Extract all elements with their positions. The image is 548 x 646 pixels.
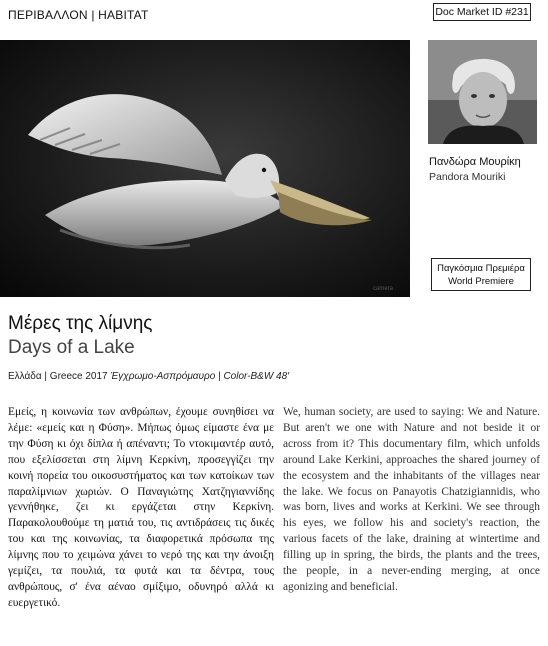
doc-market-id-badge: Doc Market ID #231 xyxy=(433,3,531,21)
pelican-photo xyxy=(0,40,410,297)
synopsis-greek: Εμείς, η κοινωνία των ανθρώπων, έχουμε συνηθίσει να λέμε: «εμείς και η Φύση». Μήπως όμως είμαστε ένα με την Φύση κι όχι δίπλα ή απέναντι; Το ντοκιμαντέρ αυτό, που εξελίσσεται στη λίμνη Κερκίνη, προσεγγίζει την κοινή πορεία του οικοσυστήματος και των κατοίκων των παραλίμνιων χωριών. Ο Παναγιώτης Χατζηγιαννίδης γεννήθηκε, ζει κι εργάζεται στην Κερκίνη. Παρακολουθούμε τη ματιά του, τις αντιδράσεις τις δικές του και της κοινωνίας, τα διαφορετικά πρόσωπα της λίμνης που το χειμώνα χάνει το νερό της και την άνοιξη γεμίζει, τα πουλιά, τα φυτά και τα δέντρα, τους ανθρώπους, σ' ένα αέναο σμίξιμο, οδυνηρό αλλά κι ευεργετικό. xyxy=(8,406,274,609)
svg-text:camera: camera xyxy=(373,286,394,292)
film-title-english: Days of a Lake xyxy=(8,337,135,358)
section-label: ΠΕΡΙΒΑΛΛΟΝ | HABITAT xyxy=(8,8,149,22)
premiere-english: World Premiere xyxy=(448,276,514,287)
credits-country-year: Ελλάδα | Greece 2017 xyxy=(8,371,111,382)
director-name-english: Pandora Mouriki xyxy=(429,171,506,183)
world-premiere-badge xyxy=(431,258,531,291)
director-name-greek: Πανδώρα Μουρίκη xyxy=(429,156,521,168)
director-portrait xyxy=(428,40,537,144)
film-credits xyxy=(8,371,289,382)
film-title-greek: Μέρες της λίμνης xyxy=(8,313,153,334)
credits-format-duration: Έγχρωμο-Ασπρόμαυρο | Color-B&W 48' xyxy=(110,371,290,382)
premiere-greek: Παγκόσμια Πρεμιέρα xyxy=(437,263,525,274)
synopsis-english: We, human society, are used to saying: We and Nature. But aren't we one with Nature and not beside it or across from it? This documentary film, which unfolds around Lake Kerkini, approaches the shared journey of the ecosystem and the inhabitants of the villages near the lake. We focus on Panayotis Chatzigiannidis, who was born, lives and works at Kerkini. We see through his eyes, we follow his and society's reaction, the various facets of the lake, draining at wintertime and filling up in spring, the birds, the plants and the trees, the people, in a never-ending merging, at once agonizing and beneficial. xyxy=(283,406,540,593)
